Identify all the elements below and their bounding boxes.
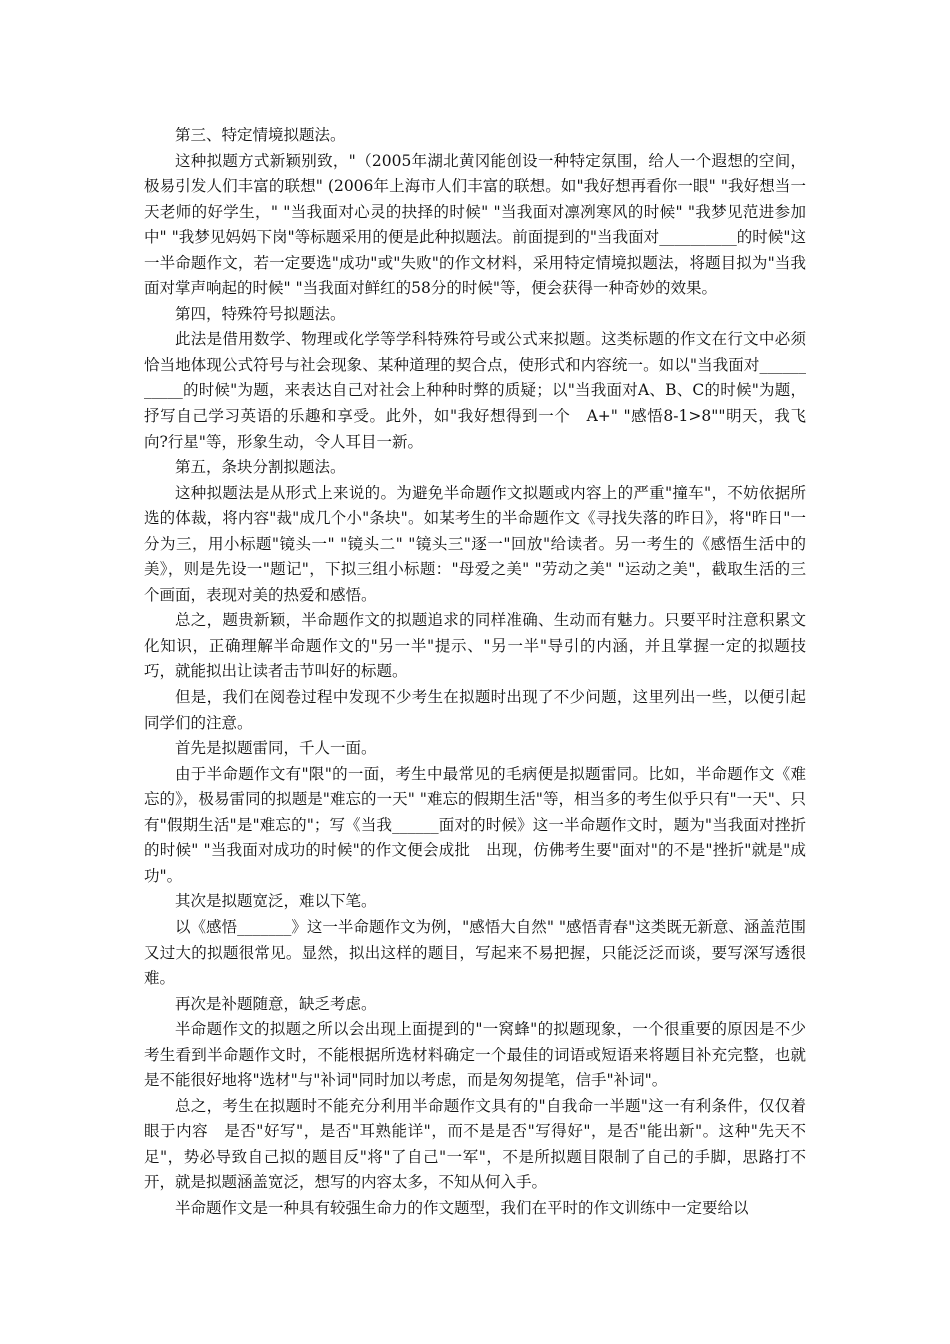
paragraph: 半命题作文的拟题之所以会出现上面提到的"一窝蜂"的拟题现象，一个很重要的原因是不少考生看到半命题作文时，不能根据所选材料确定一个最佳的词语或短语来将题目补充完整，也就是不能很好地将"选材"与"补词"同时加以考虑，而是匆匆提笔，信手"补词"。 <box>144 1020 806 1090</box>
paragraph-section-heading-4: 第四，特殊符号拟题法。 <box>175 304 346 323</box>
document-body <box>144 123 806 1222</box>
paragraph: 这种拟题方式新颖别致，"（2005年湖北黄冈能创设一种特定氛围，给人一个遐想的空间，极易引发人们丰富的联想" (2006年上海市人们丰富的联想。如"我好想再看你一眼" "我好想当一天老师的好学生，" "当我面对心灵的抉择的时候" "当我面对凛冽寒风的时候" "我梦见范进参加中" "我梦见妈妈下岗"等标题采用的便是此种拟题法。前面提到的"当我面对__________的时候"这一半命题作文，若一定要选"成功"或"失败"的作文材料，采用特定情境拟题法，将题目拟为"当我面对掌声响起的时候" "当我面对鲜红的58分的时候"等，便会获得一种奇妙的效果。 <box>144 151 806 298</box>
paragraph: 这种拟题法是从形式上来说的。为避免半命题作文拟题或内容上的严重"撞车"，不妨依据所选的体裁，将内容"裁"成几个小"条块"。如某考生的半命题作文《寻找失落的昨日》，将"昨日"一分为三，用小标题"镜头一" "镜头二" "镜头三"逐一"回放"给读者。另一考生的《感悟生活中的美》，则是先设一"题记"，下拟三组小标题："母爱之美" "劳动之美" "运动之美"，截取生活的三个画面，表现对美的热爱和感悟。 <box>144 483 806 604</box>
paragraph: 由于半命题作文有"限"的一面，考生中最常见的毛病便是拟题雷同。比如，半命题作文《难忘的》，极易雷同的拟题是"难忘的一天" "难忘的假期生活"等，相当多的考生似乎只有"一天"、只有"假期生活"是"难忘的"；写《当我______面对的时候》这一半命题作文时，题为"当我面对挫折的时候" "当我面对成功的时候"的作文便会成批 出现，仿佛考生要"面对"的不是"挫折"就是"成功"。 <box>144 764 806 885</box>
paragraph-section-heading-3: 第三、特定情境拟题法。 <box>175 126 346 144</box>
paragraph: 以《感悟_______》这一半命题作文为例，"感悟大自然" "感悟青春"这类既无新意、涵盖范围又过大的拟题很常见。显然，拟出这样的题目，写起来不易把握，只能泛泛而谈，要写深写透很难。 <box>144 917 806 988</box>
paragraph: 此法是借用数学、物理或化学等学科特殊符号或公式来拟题。这类标题的作文在行文中必须恰当地体现公式符号与社会现象、某种道理的契合点，使形式和内容统一。如以"当我面对___________的时候"为题，来表达自己对社会上种种时弊的质疑；以"当我面对A、B、C的时候"为题，抒写自己学习英语的乐趣和享受。此外，如"我好想得到一个 A+" "感悟8-1>8""明天，我飞向?行星"等，形象生动，令人耳目一新。 <box>144 330 806 451</box>
paragraph: 总之，考生在拟题时不能充分利用半命题作文具有的"自我命一半题"这一有利条件，仅仅着眼于内容 是否"好写"，是否"耳熟能详"，而不是是否"写得好"，是否"能出新"。这种"先天不足"，势必导致自己拟的题目反"将"了自己"一军"，不是所拟题目限制了自己的手脚，思路打不开，就是拟题涵盖宽泛，想写的内容太多，不知从何入手。 <box>144 1096 806 1192</box>
paragraph: 半命题作文是一种具有较强生命力的作文题型，我们在平时的作文训练中一定要给以 <box>175 1198 749 1217</box>
paragraph-problem-heading-1: 首先是拟题雷同，千人一面。 <box>175 739 377 758</box>
paragraph: 总之，题贵新颖，半命题作文的拟题追求的同样准确、生动而有魅力。只要平时注意积累文化知识，正确理解半命题作文的"另一半"提示、"另一半"导引的内涵，并且掌握一定的拟题技巧，就能拟出让读者击节叫好的标题。 <box>144 611 806 681</box>
paragraph-problem-heading-2: 其次是拟题宽泛，难以下笔。 <box>175 892 377 911</box>
paragraph: 但是，我们在阅卷过程中发现不少考生在拟题时出现了不少问题，这里列出一些，以便引起同学们的注意。 <box>144 688 806 732</box>
paragraph-section-heading-5: 第五，条块分割拟题法。 <box>175 458 346 477</box>
paragraph-problem-heading-3: 再次是补题随意，缺乏考虑。 <box>175 994 377 1013</box>
